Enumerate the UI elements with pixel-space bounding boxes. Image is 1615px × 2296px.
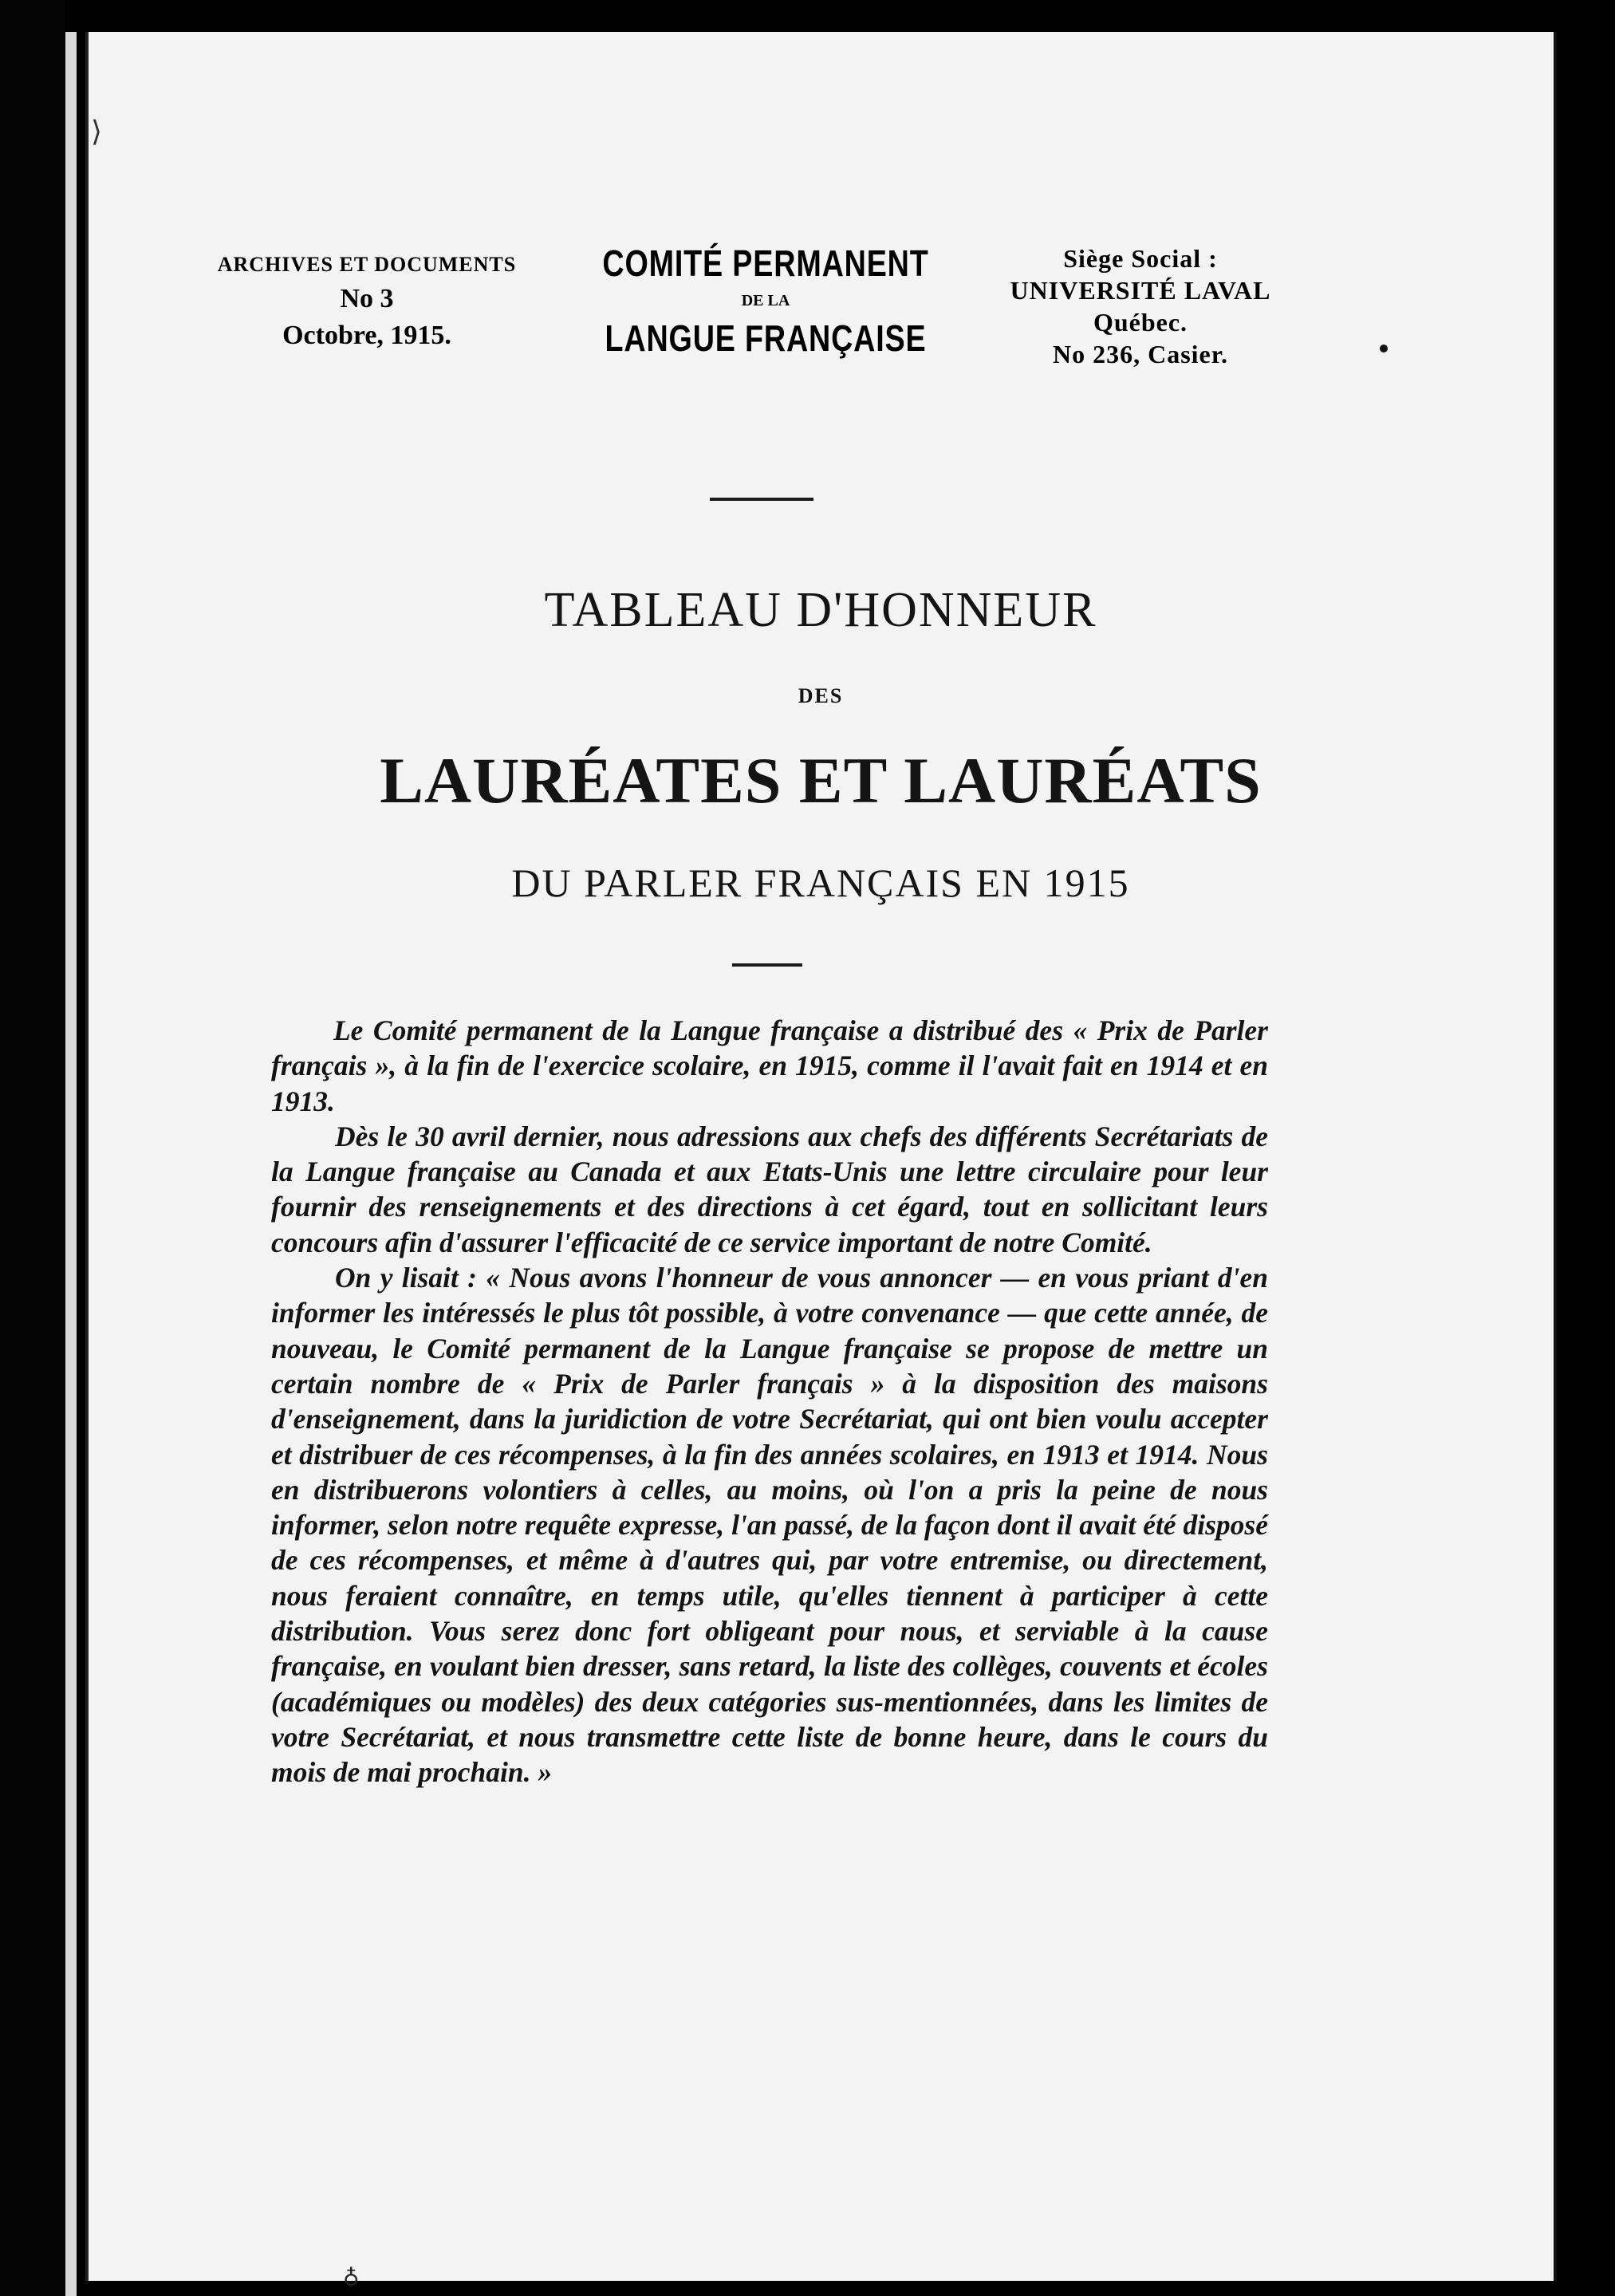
paragraph-1: Le Comité permanent de la Langue française a distribué des « Prix de Parler français », à la fin de l'exercice scolaire, en 1915, comme il l'avait fait en 1914 et en 1913. [271, 1014, 1268, 1117]
header-committee-name [558, 239, 973, 362]
committee-line-3: LANGUE FRANÇAISE [605, 317, 927, 359]
stray-dot [1380, 345, 1388, 352]
facing-page-edge [65, 32, 77, 2296]
body-text [271, 1013, 1268, 1790]
address-line-2: UNIVERSITÉ LAVAL [1010, 276, 1271, 305]
title-line-4: DU PARLER FRANÇAIS EN 1915 [511, 861, 1130, 905]
title-divider [732, 963, 802, 967]
corner-scan-mark: ⟩ [91, 116, 103, 148]
title-line-1: TABLEAU D'HONNEUR [544, 583, 1097, 637]
paragraph-3: On y lisait : « Nous avons l'honneur de vous annoncer — en vous priant d'en informer les intéressés le plus tôt possible, à votre convenance — que cette année, de nouveau, le Comité permanent de la Langue française se propose de mettre un certain nombre de « Prix de Parler français » à la disposition des maisons d'enseignement, dans la juridiction de votre Secrétariat, qui ont bien voulu accepter et distribuer de ces récompenses, à la fin des années scolaires, en 1913 et 1914. Nous en distribuerons volontiers à celles, au moins, où l'on a pris la peine de nous informer, selon notre requête expresse, l'an passé, de la façon dont il avait été disposé de ces récompenses, et même à d'autres qui, par votre entremise, ou directement, nous feraient connaître, en temps utile, qu'elles tiennent à participer à cette distribution. Vous serez donc fort obligeant pour nous, et serviable à la cause française, en voulant bien dresser, sans retard, la liste des collèges, couvents et écoles (académiques ou modèles) des deux catégories sus-mentionnées, dans les limites de votre Secrétariat, et nous transmettre cette liste de bonne heure, dans le cours du mois de mai prochain. » [271, 1262, 1268, 1789]
address-line-1: Siège Social : [1063, 244, 1218, 273]
title-line-3: LAURÉATES ET LAURÉATS [380, 744, 1262, 817]
header-archive-info [160, 249, 574, 354]
address-line-4: No 236, Casier. [1052, 340, 1229, 368]
bottom-scan-mark: ♁ [343, 2265, 360, 2291]
committee-line-2: DE LA [741, 292, 790, 309]
address-line-3: Québec. [1093, 308, 1188, 337]
header-divider [710, 498, 813, 501]
page-gutter-line [85, 32, 89, 2281]
committee-line-1: COMITÉ PERMANENT [602, 242, 929, 284]
issue-date: Octobre, 1915. [282, 321, 451, 350]
scan-left-border [0, 0, 65, 2296]
page-right-edge [1554, 32, 1557, 2281]
title-line-2: DES [798, 684, 844, 707]
header-address [973, 242, 1308, 370]
issue-number: No 3 [340, 284, 394, 313]
paragraph-2: Dès le 30 avril dernier, nous adressions aux chefs des différents Secrétariats de la Langue française au Canada et aux Etats-Unis une lettre circulaire pour leur fournir des renseignements et des directions à cet égard, tout en sollicitant leurs concours afin d'assurer l'efficacité de ce service important de notre Comité. [271, 1120, 1268, 1258]
series-label: ARCHIVES ET DOCUMENTS [217, 253, 517, 276]
